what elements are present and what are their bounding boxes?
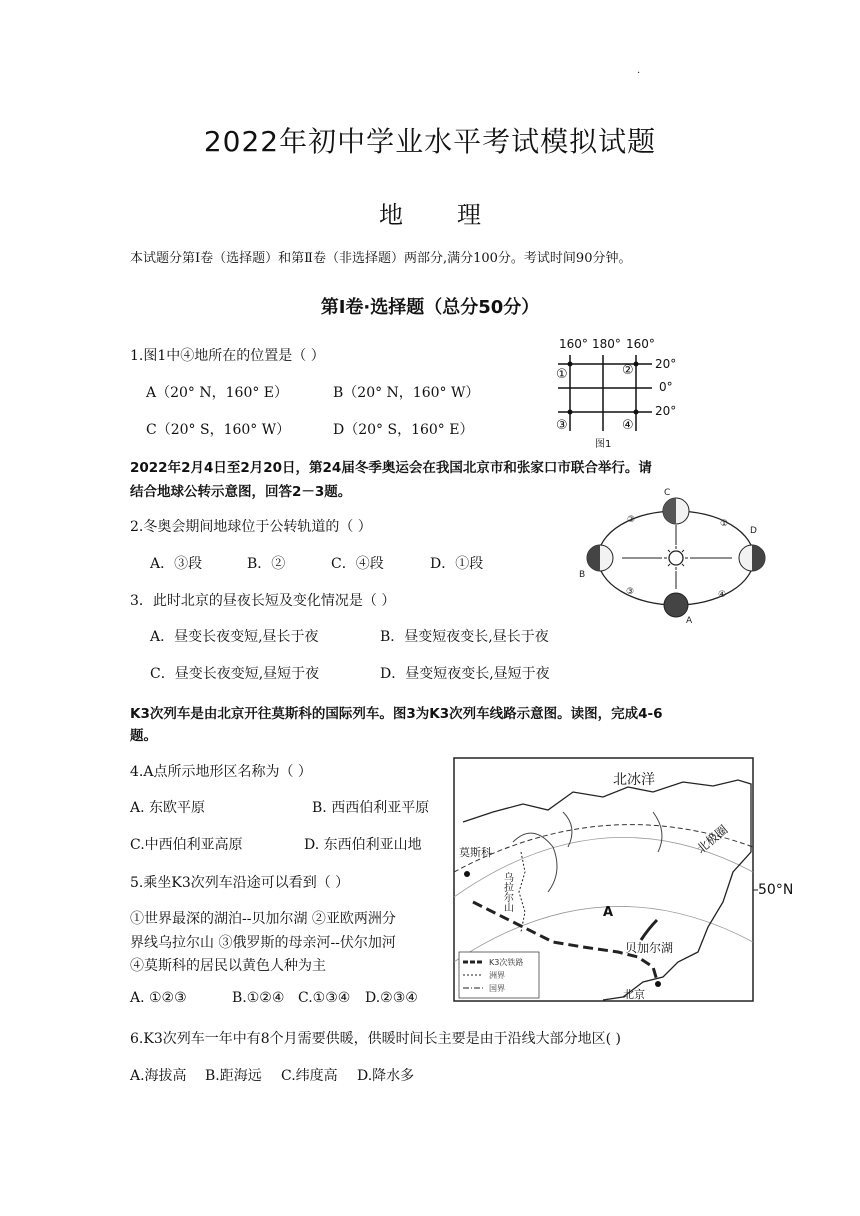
q6-option-d: D.降水多 <box>357 1068 415 1084</box>
fig1-lon-1: 160° <box>559 337 588 351</box>
q4-option-c: C.中西伯利亚高原 <box>130 837 243 853</box>
q2-option-c: C．④段 <box>331 556 384 572</box>
q5-stem: 5.乘坐K3次列车沿途可以看到（ ） <box>130 875 350 891</box>
fig1-lon-2: 180° <box>592 337 621 351</box>
q4-option-d: D. 东西伯利亚山地 <box>304 837 422 853</box>
fig3-arctic-circle-label: 北极圈 <box>693 822 731 857</box>
fig2-label-a: A <box>686 616 693 626</box>
q6-stem: 6.K3次列车一年中有8个月需要供暖，供暖时间长主要是由于沿线大部分地区( ) <box>130 1031 622 1047</box>
q4-option-a: A. 东欧平原 <box>130 800 206 816</box>
fig1-point-2: ② <box>622 363 634 378</box>
page-title: 2022年初中学业水平考试模拟试题 <box>203 125 657 158</box>
passage2-line1: K3次列车是由北京开往莫斯科的国际列车。图3为K3次列车线路示意图。读图，完成4-6 <box>130 706 663 722</box>
figure-1-grid <box>548 333 688 451</box>
q5-option-a: A. ①②③ <box>130 990 187 1006</box>
figure-2-orbit <box>572 485 772 627</box>
q5-option-d: D.②③④ <box>365 990 418 1006</box>
fig2-label-b: B <box>579 570 586 580</box>
fig2-segment-1: ① <box>720 519 729 529</box>
earth-d-icon <box>739 545 765 571</box>
fig1-caption: 图1 <box>595 439 612 450</box>
fig1-lon-3: 160° <box>626 337 655 351</box>
fig1-lat-1: 20° <box>655 357 677 371</box>
q5-line3: ④莫斯科的居民以黄色人种为主 <box>130 958 326 974</box>
earth-b-icon <box>587 545 613 571</box>
q5-option-c: C.①③④ <box>298 990 351 1006</box>
q4-stem: 4.A点所示地形区名称为（ ） <box>130 764 312 780</box>
header-dot: · <box>637 68 641 79</box>
fig3-baikal-label: 贝加尔湖 <box>625 941 674 955</box>
fig3-legend-rail: K3次铁路 <box>489 958 524 967</box>
q6-option-b: B.距海远 <box>205 1068 262 1084</box>
q1-option-b: B（20° N，160° W） <box>333 385 480 401</box>
q2-option-a: A．③段 <box>150 556 203 572</box>
q2-option-d: D．①段 <box>430 556 484 572</box>
fig2-segment-2: ② <box>627 515 636 525</box>
passage1-line2: 结合地球公转示意图，回答2－3题。 <box>130 484 352 500</box>
intro-text: 本试题分第Ⅰ卷（选择题）和第Ⅱ卷（非选择题）两部分,满分100分。考试时间90分钟。 <box>130 251 632 266</box>
q4-option-b: B. 西西伯利亚平原 <box>312 800 430 816</box>
q5-line1: ①世界最深的湖泊--贝加尔湖 ②亚欧两洲分 <box>130 911 396 927</box>
passage2-line2: 题。 <box>130 728 157 744</box>
earth-a-icon <box>664 593 688 617</box>
q3-option-b: B．昼变短夜变长,昼长于夜 <box>380 629 549 645</box>
fig2-label-d: D <box>750 526 757 536</box>
q1-stem: 1.图1中④地所在的位置是（ ） <box>130 348 325 364</box>
fig3-point-a-label: A <box>603 905 614 920</box>
q2-option-b: B．② <box>247 556 286 572</box>
fig3-ural-label: 乌拉尔山 <box>501 872 513 912</box>
subject-char-1: 地 <box>379 201 403 229</box>
fig2-segment-4: ④ <box>718 590 727 600</box>
fig3-50n-label: 50°N <box>758 882 794 898</box>
fig1-point-3: ③ <box>556 418 568 433</box>
q5-line2: 界线乌拉尔山 ③俄罗斯的母亲河--伏尔加河 <box>130 935 396 951</box>
q6-option-a: A.海拔高 <box>130 1068 187 1084</box>
fig3-moscow-label: 莫斯科 <box>459 846 492 859</box>
q5-option-b: B.①②④ <box>232 990 285 1006</box>
sun-icon <box>664 546 688 570</box>
q1-option-a: A（20° N，160° E） <box>146 385 289 401</box>
fig3-beijing-label: 北京 <box>623 988 645 1001</box>
q3-stem: 3．此时北京的昼夜长短及变化情况是（ ） <box>130 593 396 609</box>
fig1-lat-3: 20° <box>655 404 677 418</box>
fig3-arctic-ocean-label: 北冰洋 <box>613 772 655 788</box>
passage1-line1: 2022年2月4日至2月20日，第24届冬季奥运会在我国北京市和张家口市联合举行。请 <box>130 460 652 476</box>
q1-option-d: D（20° S，160° E） <box>333 422 474 438</box>
fig2-segment-3: ③ <box>626 587 635 597</box>
fig3-legend <box>459 952 539 998</box>
fig1-point-4: ④ <box>622 418 634 433</box>
q1-option-c: C（20° S，160° W） <box>146 422 291 438</box>
q3-option-a: A．昼变长夜变短,昼长于夜 <box>150 629 319 645</box>
fig3-legend-continent: 洲界 <box>489 971 505 980</box>
fig1-lat-2: 0° <box>659 380 673 394</box>
section-title: 第Ⅰ卷·选择题（总分50分） <box>320 297 540 318</box>
figure-3-map <box>453 752 798 1004</box>
fig2-label-c: C <box>664 488 671 498</box>
q3-option-d: D．昼变短夜变长,昼短于夜 <box>380 666 550 682</box>
subject-title <box>0 195 860 230</box>
q6-option-c: C.纬度高 <box>281 1068 338 1084</box>
subject-char-2: 理 <box>457 201 481 229</box>
q2-stem: 2.冬奥会期间地球位于公转轨道的（ ） <box>130 519 372 535</box>
fig3-legend-border: 国界 <box>489 984 505 993</box>
q3-option-c: C．昼变长夜变短,昼短于夜 <box>150 666 320 682</box>
earth-c-icon <box>663 498 689 524</box>
fig1-point-1: ① <box>556 367 568 382</box>
